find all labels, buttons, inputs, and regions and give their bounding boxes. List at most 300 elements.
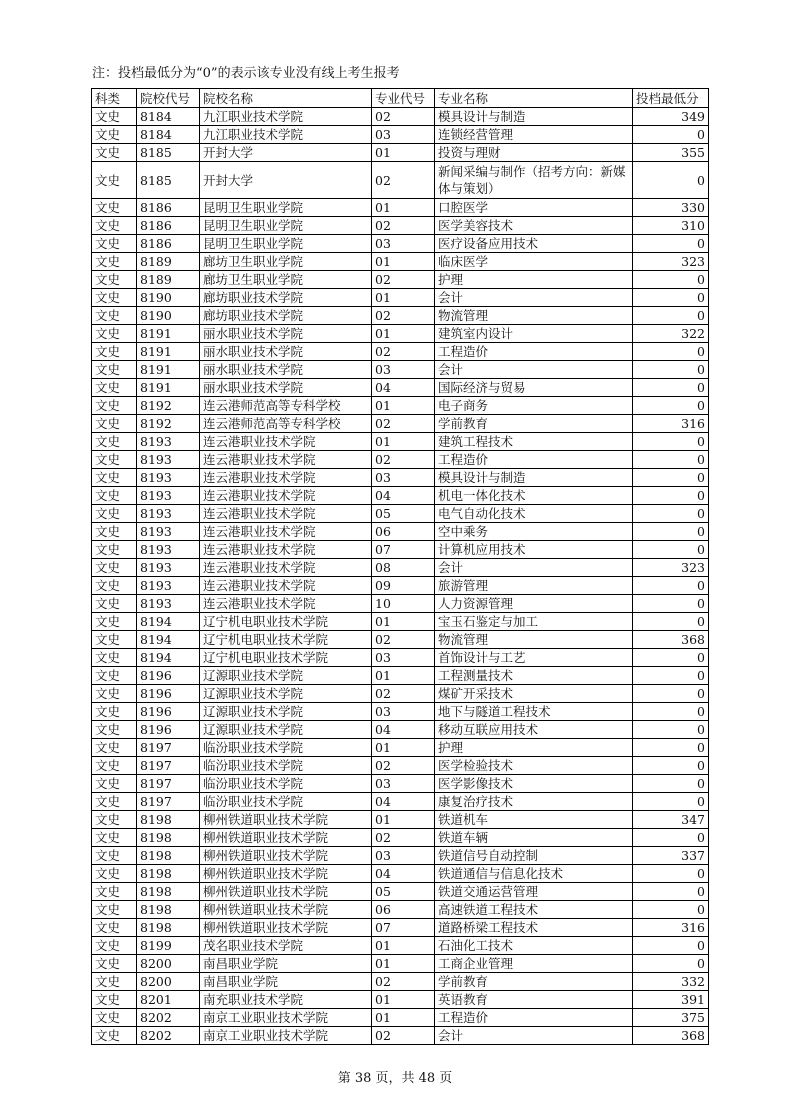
cell-major-name: 工程造价	[435, 451, 633, 469]
cell-major-name: 英语教育	[435, 991, 633, 1009]
cell-school-code: 8192	[137, 397, 200, 415]
cell-category: 文史	[92, 361, 137, 379]
cell-category: 文史	[92, 235, 137, 253]
cell-school-code: 8198	[137, 883, 200, 901]
cell-min-score: 332	[633, 973, 709, 991]
cell-min-score: 0	[633, 577, 709, 595]
cell-category: 文史	[92, 739, 137, 757]
cell-category: 文史	[92, 793, 137, 811]
cell-major-name: 宝玉石鉴定与加工	[435, 613, 633, 631]
cell-category: 文史	[92, 991, 137, 1009]
cell-school-code: 8191	[137, 379, 200, 397]
cell-category: 文史	[92, 325, 137, 343]
cell-school-name: 柳州铁道职业技术学院	[200, 829, 372, 847]
table-row	[92, 775, 709, 793]
cell-school-code: 8186	[137, 199, 200, 217]
cell-min-score: 0	[633, 595, 709, 613]
cell-major-code: 02	[372, 685, 435, 703]
cell-category: 文史	[92, 523, 137, 541]
cell-category: 文史	[92, 289, 137, 307]
cell-school-code: 8193	[137, 541, 200, 559]
cell-major-name: 医疗设备应用技术	[435, 235, 633, 253]
cell-min-score: 323	[633, 559, 709, 577]
cell-school-name: 南京工业职业技术学院	[200, 1027, 372, 1045]
cell-major-code: 01	[372, 937, 435, 955]
cell-major-name: 护理	[435, 739, 633, 757]
cell-school-code: 8185	[137, 144, 200, 162]
cell-school-code: 8194	[137, 649, 200, 667]
table-row	[92, 126, 709, 144]
cell-major-name: 医学检验技术	[435, 757, 633, 775]
cell-major-name: 计算机应用技术	[435, 541, 633, 559]
cell-major-name: 物流管理	[435, 307, 633, 325]
cell-min-score: 0	[633, 757, 709, 775]
cell-category: 文史	[92, 469, 137, 487]
table-row	[92, 865, 709, 883]
cell-major-code: 04	[372, 487, 435, 505]
cell-school-name: 辽源职业技术学院	[200, 703, 372, 721]
cell-school-code: 8193	[137, 523, 200, 541]
table-row	[92, 739, 709, 757]
cell-school-code: 8198	[137, 847, 200, 865]
cell-major-code: 01	[372, 325, 435, 343]
cell-major-name: 铁道信号自动控制	[435, 847, 633, 865]
cell-major-name: 会计	[435, 361, 633, 379]
cell-major-code: 05	[372, 505, 435, 523]
cell-major-code: 01	[372, 289, 435, 307]
cell-school-name: 连云港职业技术学院	[200, 559, 372, 577]
cell-school-name: 昆明卫生职业学院	[200, 217, 372, 235]
cell-school-code: 8193	[137, 451, 200, 469]
cell-category: 文史	[92, 829, 137, 847]
cell-major-code: 01	[372, 667, 435, 685]
table-row	[92, 901, 709, 919]
cell-school-name: 连云港职业技术学院	[200, 451, 372, 469]
cell-major-name: 道路桥梁工程技术	[435, 919, 633, 937]
cell-category: 文史	[92, 217, 137, 235]
cell-min-score: 0	[633, 505, 709, 523]
cell-major-code: 03	[372, 126, 435, 144]
cell-school-name: 南京工业职业技术学院	[200, 1009, 372, 1027]
cell-min-score: 0	[633, 541, 709, 559]
cell-category: 文史	[92, 541, 137, 559]
cell-major-name: 会计	[435, 289, 633, 307]
cell-school-name: 开封大学	[200, 144, 372, 162]
cell-school-name: 辽宁机电职业技术学院	[200, 613, 372, 631]
table-row	[92, 397, 709, 415]
cell-major-code: 01	[372, 1009, 435, 1027]
cell-min-score: 347	[633, 811, 709, 829]
table-row	[92, 649, 709, 667]
cell-major-code: 04	[372, 379, 435, 397]
table-row	[92, 235, 709, 253]
cell-school-name: 连云港师范高等专科学校	[200, 397, 372, 415]
table-row	[92, 667, 709, 685]
table-row	[92, 559, 709, 577]
cell-school-name: 柳州铁道职业技术学院	[200, 847, 372, 865]
cell-min-score: 0	[633, 901, 709, 919]
cell-school-name: 昆明卫生职业学院	[200, 199, 372, 217]
cell-major-name: 地下与隧道工程技术	[435, 703, 633, 721]
cell-major-code: 02	[372, 415, 435, 433]
cell-school-code: 8189	[137, 253, 200, 271]
cell-major-name: 投资与理财	[435, 144, 633, 162]
cell-min-score: 0	[633, 162, 709, 199]
cell-school-code: 8184	[137, 108, 200, 126]
header-category: 科类	[92, 89, 137, 108]
table-row	[92, 451, 709, 469]
cell-school-name: 辽源职业技术学院	[200, 667, 372, 685]
cell-school-code: 8198	[137, 829, 200, 847]
cell-category: 文史	[92, 757, 137, 775]
cell-major-name: 建筑室内设计	[435, 325, 633, 343]
cell-major-name: 国际经济与贸易	[435, 379, 633, 397]
table-row	[92, 433, 709, 451]
cell-major-name: 旅游管理	[435, 577, 633, 595]
cell-min-score: 0	[633, 793, 709, 811]
cell-school-code: 8194	[137, 631, 200, 649]
cell-school-name: 连云港职业技术学院	[200, 469, 372, 487]
cell-min-score: 0	[633, 739, 709, 757]
cell-major-code: 02	[372, 307, 435, 325]
table-row	[92, 793, 709, 811]
cell-category: 文史	[92, 955, 137, 973]
cell-category: 文史	[92, 451, 137, 469]
cell-major-code: 01	[372, 811, 435, 829]
cell-school-code: 8196	[137, 703, 200, 721]
cell-major-code: 02	[372, 973, 435, 991]
cell-min-score: 0	[633, 433, 709, 451]
cell-school-code: 8193	[137, 505, 200, 523]
table-row	[92, 307, 709, 325]
cell-school-name: 九江职业技术学院	[200, 126, 372, 144]
cell-major-code: 10	[372, 595, 435, 613]
cell-major-code: 07	[372, 541, 435, 559]
table-row	[92, 757, 709, 775]
cell-major-code: 01	[372, 397, 435, 415]
cell-major-name: 高速铁道工程技术	[435, 901, 633, 919]
cell-min-score: 0	[633, 451, 709, 469]
header-major-code: 专业代号	[372, 89, 435, 108]
cell-category: 文史	[92, 487, 137, 505]
cell-school-name: 柳州铁道职业技术学院	[200, 919, 372, 937]
table-row	[92, 937, 709, 955]
cell-category: 文史	[92, 667, 137, 685]
cell-category: 文史	[92, 865, 137, 883]
table-row	[92, 162, 709, 199]
table-row	[92, 325, 709, 343]
table-row	[92, 811, 709, 829]
cell-major-name: 铁道车辆	[435, 829, 633, 847]
cell-school-code: 8197	[137, 757, 200, 775]
cell-major-code: 03	[372, 703, 435, 721]
cell-major-name: 康复治疗技术	[435, 793, 633, 811]
cell-school-code: 8196	[137, 667, 200, 685]
score-note: 注：投档最低分为“0”的表示该专业没有线上考生报考	[92, 66, 400, 81]
cell-category: 文史	[92, 1027, 137, 1045]
cell-category: 文史	[92, 595, 137, 613]
table-row	[92, 919, 709, 937]
cell-school-code: 8190	[137, 307, 200, 325]
cell-major-name: 铁道通信与信息化技术	[435, 865, 633, 883]
cell-school-name: 丽水职业技术学院	[200, 379, 372, 397]
cell-major-code: 02	[372, 343, 435, 361]
cell-school-name: 辽宁机电职业技术学院	[200, 649, 372, 667]
cell-school-code: 8198	[137, 811, 200, 829]
cell-major-code: 02	[372, 829, 435, 847]
cell-min-score: 310	[633, 217, 709, 235]
cell-category: 文史	[92, 649, 137, 667]
cell-school-name: 连云港职业技术学院	[200, 505, 372, 523]
cell-major-code: 01	[372, 144, 435, 162]
cell-school-code: 8190	[137, 289, 200, 307]
cell-major-name: 新闻采编与制作（招考方向：新媒体与策划）	[435, 162, 633, 199]
cell-school-name: 南昌职业学院	[200, 973, 372, 991]
cell-school-name: 连云港职业技术学院	[200, 577, 372, 595]
cell-major-name: 口腔医学	[435, 199, 633, 217]
cell-school-name: 连云港职业技术学院	[200, 487, 372, 505]
cell-major-code: 01	[372, 253, 435, 271]
cell-major-code: 04	[372, 721, 435, 739]
cell-school-name: 柳州铁道职业技术学院	[200, 901, 372, 919]
cell-category: 文史	[92, 577, 137, 595]
cell-school-name: 临汾职业技术学院	[200, 775, 372, 793]
cell-major-code: 03	[372, 649, 435, 667]
cell-major-code: 02	[372, 757, 435, 775]
cell-major-name: 铁道交通运营管理	[435, 883, 633, 901]
cell-major-name: 会计	[435, 1027, 633, 1045]
cell-school-code: 8200	[137, 955, 200, 973]
cell-school-code: 8193	[137, 469, 200, 487]
table-row	[92, 991, 709, 1009]
cell-major-code: 04	[372, 865, 435, 883]
cell-category: 文史	[92, 397, 137, 415]
cell-major-code: 06	[372, 901, 435, 919]
cell-major-code: 01	[372, 991, 435, 1009]
cell-school-name: 廊坊卫生职业学院	[200, 271, 372, 289]
cell-category: 文史	[92, 685, 137, 703]
header-min-score: 投档最低分	[633, 89, 709, 108]
cell-school-name: 柳州铁道职业技术学院	[200, 811, 372, 829]
cell-school-code: 8197	[137, 739, 200, 757]
cell-school-code: 8202	[137, 1027, 200, 1045]
table-row	[92, 108, 709, 126]
cell-min-score: 349	[633, 108, 709, 126]
cell-category: 文史	[92, 415, 137, 433]
cell-major-code: 02	[372, 271, 435, 289]
table-row	[92, 217, 709, 235]
cell-major-name: 会计	[435, 559, 633, 577]
cell-category: 文史	[92, 721, 137, 739]
cell-min-score: 0	[633, 685, 709, 703]
cell-school-name: 南昌职业学院	[200, 955, 372, 973]
cell-min-score: 368	[633, 1027, 709, 1045]
cell-school-code: 8193	[137, 433, 200, 451]
cell-min-score: 0	[633, 307, 709, 325]
cell-school-name: 临汾职业技术学院	[200, 757, 372, 775]
cell-category: 文史	[92, 1009, 137, 1027]
cell-major-name: 医学影像技术	[435, 775, 633, 793]
cell-major-code: 01	[372, 199, 435, 217]
cell-school-code: 8189	[137, 271, 200, 289]
table-header-row	[92, 89, 709, 108]
table-row	[92, 883, 709, 901]
cell-major-name: 工程测量技术	[435, 667, 633, 685]
cell-school-name: 廊坊卫生职业学院	[200, 253, 372, 271]
cell-major-code: 05	[372, 883, 435, 901]
cell-min-score: 0	[633, 613, 709, 631]
cell-school-name: 丽水职业技术学院	[200, 325, 372, 343]
header-major-name: 专业名称	[435, 89, 633, 108]
cell-school-name: 廊坊职业技术学院	[200, 289, 372, 307]
table-row	[92, 595, 709, 613]
table-row	[92, 415, 709, 433]
cell-category: 文史	[92, 811, 137, 829]
cell-major-code: 03	[372, 775, 435, 793]
table-row	[92, 289, 709, 307]
cell-school-name: 九江职业技术学院	[200, 108, 372, 126]
cell-min-score: 0	[633, 235, 709, 253]
cell-category: 文史	[92, 847, 137, 865]
cell-category: 文史	[92, 973, 137, 991]
cell-category: 文史	[92, 433, 137, 451]
cell-school-code: 8199	[137, 937, 200, 955]
cell-min-score: 0	[633, 271, 709, 289]
cell-min-score: 330	[633, 199, 709, 217]
cell-category: 文史	[92, 505, 137, 523]
cell-major-name: 工程造价	[435, 1009, 633, 1027]
cell-min-score: 0	[633, 955, 709, 973]
cell-major-code: 03	[372, 361, 435, 379]
cell-min-score: 0	[633, 523, 709, 541]
cell-major-code: 08	[372, 559, 435, 577]
cell-school-name: 连云港职业技术学院	[200, 541, 372, 559]
cell-major-code: 02	[372, 217, 435, 235]
cell-min-score: 0	[633, 721, 709, 739]
cell-min-score: 0	[633, 775, 709, 793]
cell-category: 文史	[92, 613, 137, 631]
cell-min-score: 0	[633, 937, 709, 955]
cell-school-code: 8193	[137, 559, 200, 577]
cell-school-name: 丽水职业技术学院	[200, 361, 372, 379]
header-school-code: 院校代号	[137, 89, 200, 108]
cell-school-name: 廊坊职业技术学院	[200, 307, 372, 325]
cell-major-name: 工程造价	[435, 343, 633, 361]
table-row	[92, 361, 709, 379]
cell-category: 文史	[92, 703, 137, 721]
table-row	[92, 144, 709, 162]
cell-school-name: 连云港职业技术学院	[200, 595, 372, 613]
table-row	[92, 685, 709, 703]
cell-school-name: 丽水职业技术学院	[200, 343, 372, 361]
cell-major-name: 工商企业管理	[435, 955, 633, 973]
table-row	[92, 379, 709, 397]
cell-school-name: 南充职业技术学院	[200, 991, 372, 1009]
cell-min-score: 0	[633, 649, 709, 667]
cell-min-score: 0	[633, 703, 709, 721]
cell-category: 文史	[92, 126, 137, 144]
cell-major-name: 电子商务	[435, 397, 633, 415]
cell-school-code: 8193	[137, 577, 200, 595]
cell-major-name: 医学美容技术	[435, 217, 633, 235]
cell-school-code: 8191	[137, 361, 200, 379]
cell-category: 文史	[92, 937, 137, 955]
table-row	[92, 829, 709, 847]
cell-major-code: 02	[372, 162, 435, 199]
cell-category: 文史	[92, 631, 137, 649]
cell-school-name: 临汾职业技术学院	[200, 739, 372, 757]
cell-major-name: 建筑工程技术	[435, 433, 633, 451]
cell-major-name: 临床医学	[435, 253, 633, 271]
cell-min-score: 0	[633, 865, 709, 883]
cell-school-name: 茂名职业技术学院	[200, 937, 372, 955]
cell-category: 文史	[92, 199, 137, 217]
cell-major-name: 移动互联应用技术	[435, 721, 633, 739]
cell-school-code: 8193	[137, 487, 200, 505]
cell-major-name: 首饰设计与工艺	[435, 649, 633, 667]
table-row	[92, 631, 709, 649]
cell-major-code: 01	[372, 739, 435, 757]
cell-school-code: 8196	[137, 685, 200, 703]
table-row	[92, 469, 709, 487]
cell-major-code: 02	[372, 108, 435, 126]
cell-major-name: 铁道机车	[435, 811, 633, 829]
cell-min-score: 337	[633, 847, 709, 865]
table-row	[92, 1009, 709, 1027]
table-row	[92, 973, 709, 991]
cell-category: 文史	[92, 253, 137, 271]
header-school-name: 院校名称	[200, 89, 372, 108]
cell-min-score: 0	[633, 469, 709, 487]
cell-major-name: 人力资源管理	[435, 595, 633, 613]
admission-score-table	[91, 88, 709, 1045]
cell-major-code: 02	[372, 631, 435, 649]
cell-school-code: 8197	[137, 793, 200, 811]
cell-major-name: 物流管理	[435, 631, 633, 649]
cell-school-code: 8200	[137, 973, 200, 991]
cell-min-score: 0	[633, 379, 709, 397]
cell-major-code: 07	[372, 919, 435, 937]
cell-school-code: 8186	[137, 235, 200, 253]
table-row	[92, 847, 709, 865]
cell-min-score: 391	[633, 991, 709, 1009]
cell-school-code: 8201	[137, 991, 200, 1009]
cell-major-code: 03	[372, 235, 435, 253]
cell-min-score: 0	[633, 343, 709, 361]
cell-min-score: 0	[633, 397, 709, 415]
cell-school-name: 连云港职业技术学院	[200, 523, 372, 541]
cell-school-name: 柳州铁道职业技术学院	[200, 883, 372, 901]
cell-school-code: 8184	[137, 126, 200, 144]
table-row	[92, 577, 709, 595]
cell-school-name: 开封大学	[200, 162, 372, 199]
cell-school-code: 8198	[137, 865, 200, 883]
cell-major-name: 学前教育	[435, 973, 633, 991]
cell-major-name: 机电一体化技术	[435, 487, 633, 505]
cell-major-code: 09	[372, 577, 435, 595]
cell-category: 文史	[92, 775, 137, 793]
table-row	[92, 523, 709, 541]
cell-school-name: 连云港职业技术学院	[200, 433, 372, 451]
page-footer: 第 38 页，共 48 页	[337, 1071, 453, 1086]
table-row	[92, 199, 709, 217]
cell-school-name: 辽宁机电职业技术学院	[200, 631, 372, 649]
cell-school-code: 8193	[137, 595, 200, 613]
cell-min-score: 0	[633, 829, 709, 847]
table-row	[92, 613, 709, 631]
cell-category: 文史	[92, 901, 137, 919]
cell-min-score: 0	[633, 487, 709, 505]
